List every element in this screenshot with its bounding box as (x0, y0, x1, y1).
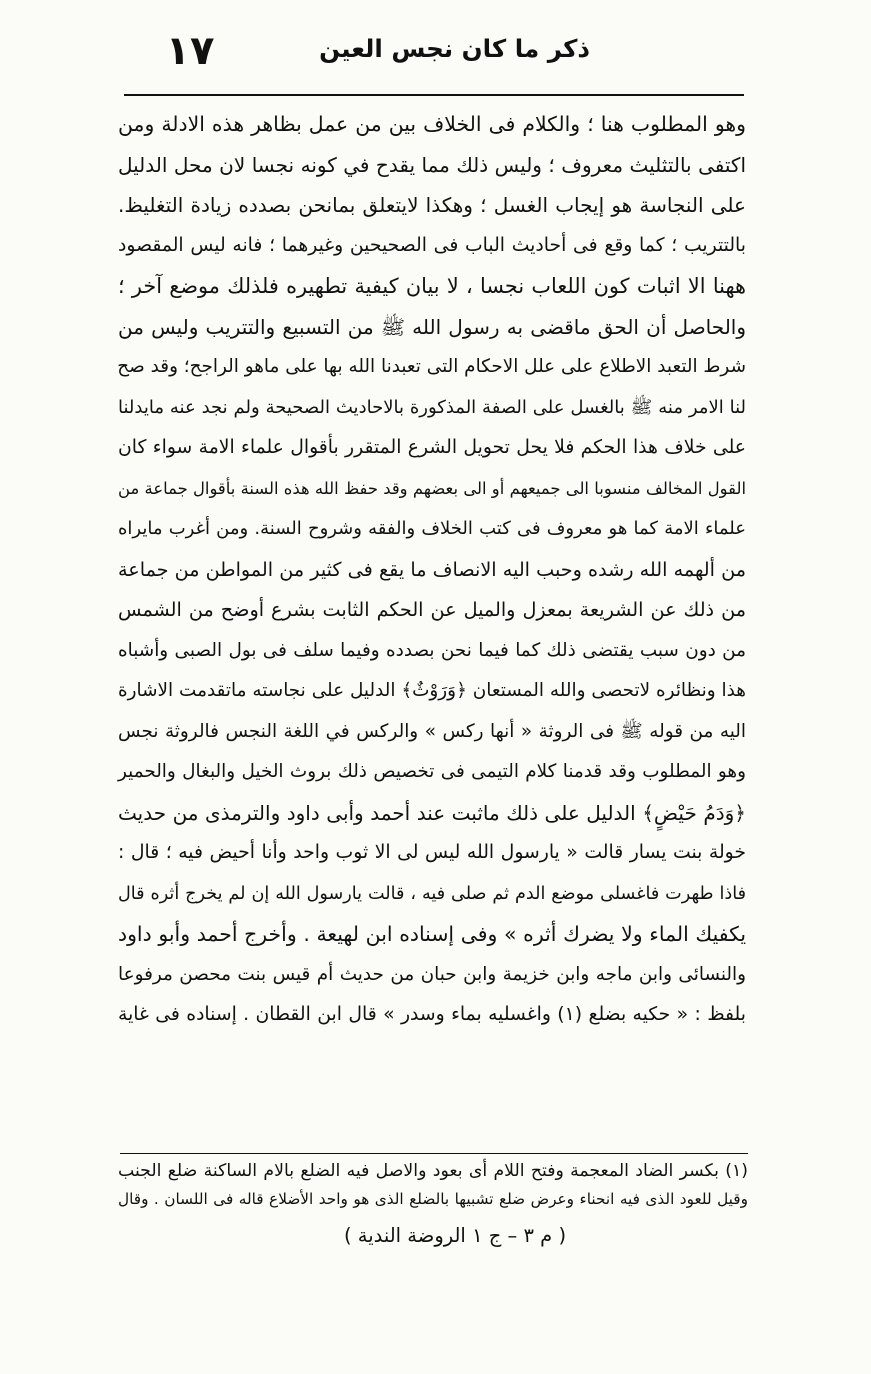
text-line: من ألهمه الله رشده وحبب اليه الانصاف ما يقع فى كثير من المواطن من جماعة (118, 557, 746, 581)
text-line: القول المخالف منسوبا الى جميعهم أو الى بعضهم وقد حفظ الله هذه السنة بأقوال جماعة من (118, 478, 746, 498)
running-title: ذكر ما كان نجس العين (319, 34, 590, 63)
text-line: على خلاف هذا الحكم فلا يحل تحويل الشرع المتقرر بأقوال علماء الامة سواء كان (118, 437, 746, 458)
text-line: من دون سبب يقتضى ذلك كما فيما نحن بصدده وفيما سلف فى بول الصبى وأشباه (118, 639, 746, 661)
printer-signature: ( م ٣ – ج ١ الروضة الندية ) (343, 1224, 567, 1247)
text-line: فاذا طهرت فاغسلى موضع الدم ثم صلى فيه ، قالت يارسول الله إن لم يخرج أثره قال (118, 883, 746, 904)
text-line: والحاصل أن الحق ماقضى به رسول الله ﷺ من التسبيع والتتريب وليس من (118, 314, 746, 339)
footnote-rule (120, 1153, 748, 1154)
text-line: والنسائى وابن ماجه وابن خزيمة وابن حبان من حديث أم قيس بنت محصن مرفوعا (118, 963, 746, 985)
footnote-line: (١) بكسر الضاد المعجمة وفتح اللام أى بعود والاصل فيه الضلع بالام الساكنة ضلع الجنب (118, 1161, 748, 1181)
text-line: شرط التعبد الاطلاع على علل الاحكام التى تعبدنا الله بها على ماهو الراجح؛ وقد صح (117, 356, 746, 377)
text-line: على النجاسة هو إيجاب الغسل ؛ وهكذا لايتعلق بمانحن بصدده زيادة التغليظ. (118, 193, 746, 217)
footnote-line: وقيل للعود الذى فيه انحناء وعرض ضلع تشبيها بالضلع الذى هو واحد الأضلاع قاله فى اللسان . وقال (118, 1190, 748, 1208)
text-line: بالتتريب ؛ كما وقع فى أحاديث الباب فى الصحيحين وغيرهما ؛ فانه ليس المقصود (118, 234, 746, 256)
page-number: ١٧ (165, 28, 215, 74)
body-text (118, 104, 746, 1036)
text-line: اكتفى بالتثليث معروف ؛ وليس ذلك مما يقدح في كونه نجسا لان محل الدليل (118, 152, 746, 177)
text-line: من ذلك عن الشريعة بمعزل والميل عن الحكم الثابت بشرع أوضح من الشمس (118, 598, 746, 621)
text-line: بلفظ : « حكيه بضلع (١) واغسليه بماء وسدر » قال ابن القطان . إسناده فى غاية (118, 1004, 746, 1025)
text-line: اليه من قوله ﷺ فى الروثة « أنها ركس » والركس في اللغة النجس فالروثة نجس (118, 720, 746, 742)
text-line: خولة بنت يسار قالت « يارسول الله ليس لى الا ثوب واحد وأنا أحيض فيه ؛ قال : (118, 842, 746, 863)
text-line: هذا ونظائره لاتحصى والله المستعان ﴿وَرَوْثٌ﴾ الدليل على نجاسته ماتقدمت الاشارة (118, 680, 746, 701)
footnotes (118, 1157, 748, 1213)
text-line: علماء الامة كما هو معروف فى كتب الخلاف والفقه وشروح السنة. ومن أغرب مايراه (118, 518, 746, 539)
text-line: وهو المطلوب وقد قدمنا كلام التيمى فى تخصيص ذلك بروث الخيل والبغال والحمير (118, 761, 746, 782)
text-line: يكفيك الماء ولا يضرك أثره » وفى إسناده ابن لهيعة . وأخرج أحمد وأبو داود (118, 922, 746, 946)
text-line: ههنا الا اثبات كون اللعاب نجسا ، لا بيان كيفية تطهيره فلذلك موضع آخر ؛ (118, 274, 746, 298)
text-line: ﴿وَدَمُ حَيْضٍ﴾ الدليل على ذلك ماثبت عند أحمد وأبى داود والترمذى من حديث (118, 800, 746, 825)
header-rule (124, 94, 744, 96)
text-line: لنا الامر منه ﷺ بالغسل على الصفة المذكورة بالاحاديث الصحيحة ولم نجد عنه مايدلنا (118, 396, 746, 418)
text-line: وهو المطلوب هنا ؛ والكلام فى الخلاف بين من عمل بظاهر هذه الادلة ومن (118, 112, 746, 136)
